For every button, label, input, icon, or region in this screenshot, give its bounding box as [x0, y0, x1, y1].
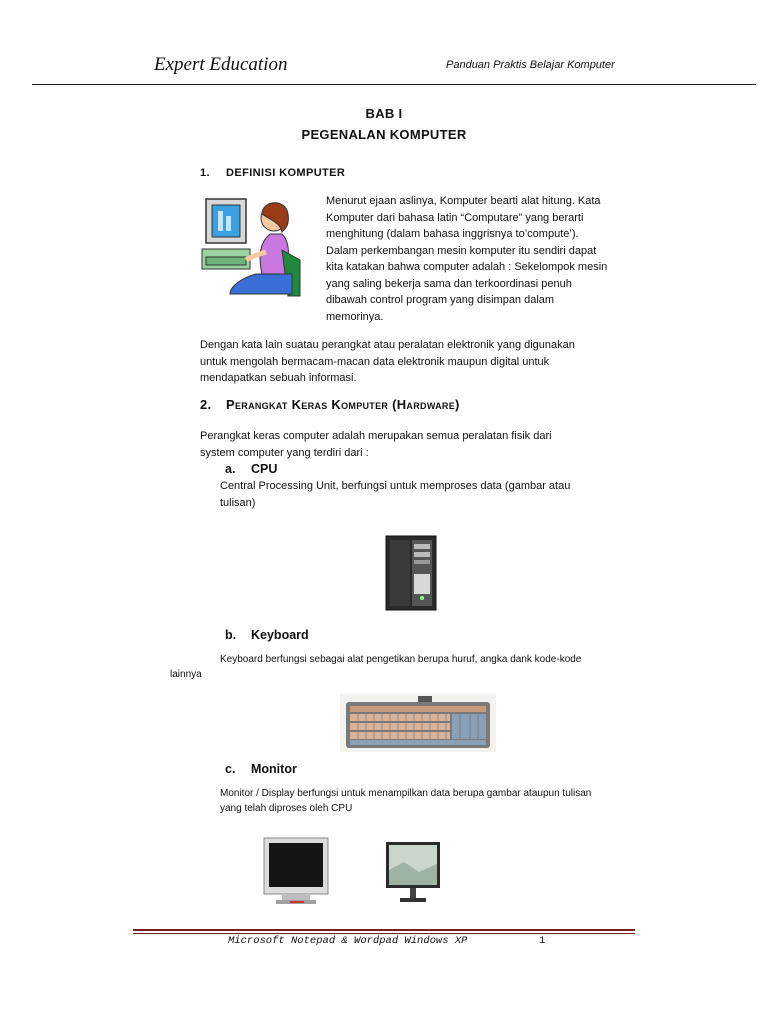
item-b-letter: b.	[225, 628, 237, 642]
section2-intro	[200, 428, 640, 461]
section2-intro-line: Perangkat keras computer adalah merupakan semua peralatan fisik dari	[200, 430, 552, 442]
section1-title: DEFINISI KOMPUTER	[226, 167, 346, 179]
page-number: 1	[539, 935, 546, 947]
section1-para2-line: mendapatkan sebuah informasi.	[200, 372, 357, 384]
item-a-letter: a.	[225, 462, 236, 476]
keyboard-image	[340, 694, 496, 752]
section1-number: 1.	[200, 167, 210, 179]
section1-line: yang saling bekerja sama dan terkoordinasi penuh	[326, 277, 572, 290]
chapter-label: BAB I	[365, 106, 403, 121]
section1-para2-line: untuk mengolah bermacam-macan data elektronik maupun digital untuk	[200, 355, 550, 368]
item-b-name: Keyboard	[251, 628, 309, 642]
section1-line: Menurut ejaan aslinya, Komputer bearti alat hitung. Kata	[326, 195, 601, 207]
item-a-desc	[220, 478, 634, 511]
section1-para2-line: Dengan kata lain suatau perangkat atau peralatan elektronik yang digunakan	[200, 339, 575, 351]
item-a-name: CPU	[251, 462, 278, 476]
section1-line: Dalam perkembangan mesin komputer itu sendiri dapat	[326, 244, 597, 257]
section1-paragraph	[326, 193, 634, 325]
section2-number: 2.	[200, 397, 212, 412]
item-a-desc-line: tulisan)	[220, 496, 256, 509]
item-c-desc-line: yang telah diproses oleh CPU	[220, 803, 353, 814]
item-a-desc-line: Central Processing Unit, berfungsi untuk memproses data (gambar atau	[220, 480, 571, 492]
item-c-letter: c.	[225, 762, 236, 776]
section1-line: Komputer dari bahasa latin “Computare” yang berarti	[326, 211, 584, 224]
header-divider	[32, 84, 756, 85]
section1-line: dibawah control program yang disimpan dalam	[326, 294, 555, 306]
item-c-desc-line: Monitor / Display berfungsi untuk menampilkan data berupa gambar ataupun tulisan	[220, 788, 592, 799]
brand-title: Expert Education	[154, 54, 288, 75]
item-b-desc-line: lainnya	[170, 669, 202, 680]
guide-title: Panduan Praktis Belajar Komputer	[446, 59, 615, 71]
section1-paragraph2	[200, 337, 634, 387]
section2-title: Perangkat Keras Komputer (Hardware)	[226, 397, 460, 412]
footer-text: Microsoft Notepad & Wordpad Windows XP	[228, 935, 468, 947]
item-b-desc-line: Keyboard berfungsi sebagai alat pengetikan berupa huruf, angka dank kode-kode	[220, 654, 582, 665]
section1-line: kita katakan bahwa computer adalah : Sekelompok mesin	[326, 261, 608, 273]
footer-divider	[133, 929, 635, 931]
crt-monitor-image	[262, 836, 330, 906]
lcd-monitor-image	[384, 840, 442, 906]
section2-intro-line: system computer yang terdiri dari :	[200, 446, 369, 459]
cpu-tower-image	[382, 534, 440, 612]
item-c-desc	[220, 786, 640, 816]
item-c-name: Monitor	[251, 762, 297, 776]
section1-line: memorinya.	[326, 310, 384, 323]
footer-divider-thin	[133, 933, 635, 934]
woman-computer-illustration	[200, 194, 304, 304]
section1-line: menghitung (dalam bahasa inggrisnya to’compute’).	[326, 228, 579, 240]
chapter-title: PEGENALAN KOMPUTER	[301, 127, 467, 142]
